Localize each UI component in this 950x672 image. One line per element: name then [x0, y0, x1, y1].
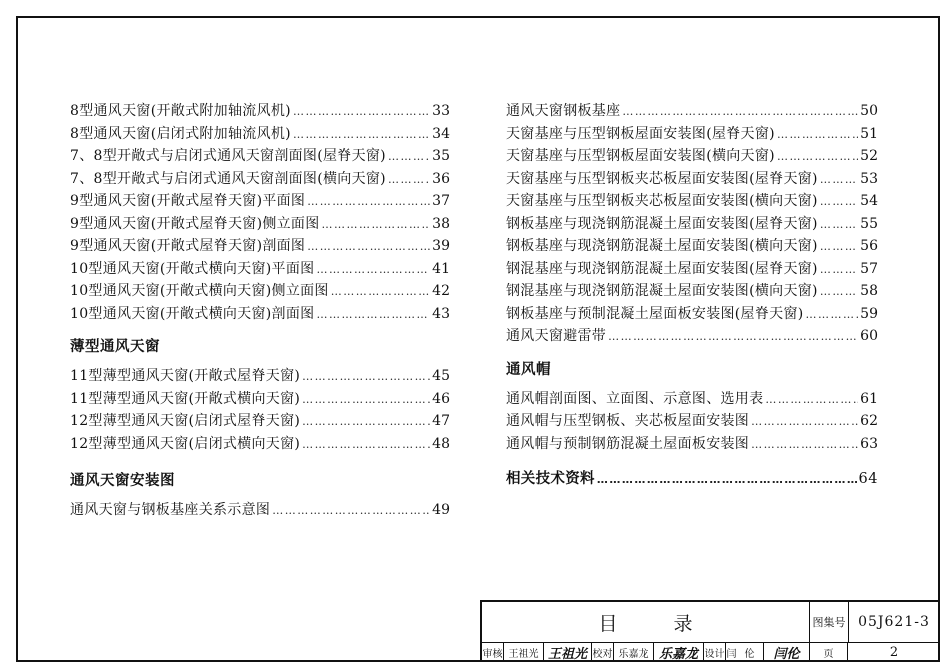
toc-entry-page: 51: [860, 125, 878, 142]
section-heading-vent-cap: 通风帽: [506, 361, 551, 378]
toc-entry-title: 8型通风天窗(启闭式附加轴流风机): [70, 125, 291, 142]
document-title: 目录: [482, 602, 810, 642]
toc-entry[interactable]: [70, 213, 450, 236]
toc-entry-page: 36: [432, 170, 450, 187]
toc-entry-title: 通风帽剖面图、立面图、示意图、选用表: [506, 390, 764, 407]
leader-dots: [302, 366, 430, 389]
page-label: 页: [810, 642, 848, 662]
toc-entry-title: 10型通风天窗(开敞式横向天窗)平面图: [70, 260, 315, 277]
checker-signature: 乐嘉龙: [654, 642, 704, 662]
toc-entry-page: 39: [432, 238, 450, 254]
toc-group-left-b: [70, 365, 450, 455]
toc-entry-page: 50: [860, 103, 878, 119]
leader-dots: [820, 214, 858, 237]
leader-dots: [331, 281, 430, 304]
toc-entry-page: 55: [860, 215, 878, 232]
leader-dots: [316, 304, 430, 327]
toc-entry-page: 35: [432, 148, 450, 164]
toc-entry-page: 42: [432, 283, 450, 299]
toc-entry-title: 钢板基座与现浇钢筋混凝土屋面安装图(屋脊天窗): [506, 215, 818, 232]
atlas-number-label: 图集号: [810, 602, 849, 642]
toc-entry-title: 通风帽与压型钢板、夹芯板屋面安装图: [506, 413, 750, 429]
toc-entry-page: 63: [860, 435, 878, 452]
toc-group-left-a: [70, 100, 450, 325]
toc-entry[interactable]: [506, 190, 878, 213]
toc-entry-title: 10型通风天窗(开敞式横向天窗)剖面图: [70, 305, 315, 322]
toc-entry[interactable]: [506, 123, 878, 146]
toc-entry-page: 48: [432, 435, 450, 452]
toc-entry-page: 49: [432, 502, 450, 518]
toc-entry[interactable]: [506, 303, 878, 326]
toc-entry-title: 钢混基座与现浇钢筋混凝土屋面安装图(屋脊天窗): [506, 260, 818, 277]
checker-name: 乐嘉龙: [614, 642, 654, 662]
toc-entry-title: 9型通风天窗(开敞式屋脊天窗)侧立面图: [70, 215, 320, 232]
toc-entry-title: 7、8型开敞式与启闭式通风天窗剖面图(横向天窗): [70, 170, 386, 187]
toc-entry[interactable]: [70, 258, 450, 281]
leader-dots: [388, 146, 430, 169]
reviewer-signature: 王祖光: [544, 642, 592, 662]
leader-dots: [820, 236, 858, 259]
toc-entry-title: 钢板基座与现浇钢筋混凝土屋面安装图(横向天窗): [506, 238, 818, 254]
toc-entry-page: 54: [860, 193, 878, 209]
toc-entry-title: 天窗基座与压型钢板屋面安装图(横向天窗): [506, 148, 775, 164]
toc-entry-title: 通风天窗与钢板基座关系示意图: [70, 502, 271, 518]
toc-entry-page: 61: [860, 390, 878, 407]
toc-entry-page: 33: [432, 103, 450, 119]
toc-entry[interactable]: [70, 303, 450, 326]
leader-dots: [820, 281, 858, 304]
toc-entry-page: 56: [860, 238, 878, 254]
toc-entry[interactable]: [70, 433, 450, 456]
page-number: 2: [889, 644, 899, 660]
toc-entry[interactable]: [506, 410, 878, 433]
toc-entry[interactable]: [70, 123, 450, 146]
toc-entry-page: 64: [858, 471, 878, 487]
toc-entry-page: 60: [860, 328, 878, 344]
toc-entry-title: 钢混基座与现浇钢筋混凝土屋面安装图(横向天窗): [506, 283, 818, 299]
toc-left-column: [70, 100, 450, 522]
designer-signature: 闫伦: [764, 642, 810, 662]
toc-group-right-a: [506, 100, 878, 348]
section-heading-thin-skylight: 薄型通风天窗: [70, 339, 160, 355]
leader-dots: [765, 389, 858, 412]
reviewer-name: 王祖光: [504, 642, 544, 662]
toc-entry-title: 8型通风天窗(开敞式附加轴流风机): [70, 103, 291, 119]
review-label: 审核: [482, 642, 504, 662]
leader-dots: [622, 101, 858, 124]
leader-dots: [820, 169, 858, 192]
toc-entry-title: 天窗基座与压型钢板夹芯板屋面安装图(屋脊天窗): [506, 170, 818, 187]
toc-entry[interactable]: [70, 100, 450, 123]
title-block-top-row: [482, 602, 940, 643]
toc-entry-page: 46: [432, 390, 450, 407]
toc-entry-title: 11型薄型通风天窗(开敞式横向天窗): [70, 390, 301, 407]
leader-dots: [293, 101, 430, 124]
toc-entry-title: 9型通风天窗(开敞式屋脊天窗)平面图: [70, 193, 306, 209]
toc-group-right-b: [506, 388, 878, 456]
toc-entry[interactable]: [70, 190, 450, 213]
leader-dots: [751, 411, 858, 434]
title-block: [480, 600, 940, 662]
toc-entry-title: 10型通风天窗(开敞式横向天窗)侧立面图: [70, 283, 329, 299]
toc-entry[interactable]: [506, 388, 878, 411]
toc-entry-page: 38: [432, 215, 450, 232]
title-block-sign-row: [482, 642, 940, 662]
toc-entry-title: 天窗基座与压型钢板屋面安装图(屋脊天窗): [506, 125, 775, 142]
toc-entry-title: 12型薄型通风天窗(启闭式屋脊天窗): [70, 413, 301, 429]
toc-entry-title: 7、8型开敞式与启闭式通风天窗剖面图(屋脊天窗): [70, 148, 386, 164]
toc-entry-page: 37: [432, 193, 450, 209]
leader-dots: [388, 169, 430, 192]
toc-entry-title: 9型通风天窗(开敞式屋脊天窗)剖面图: [70, 238, 306, 254]
toc-entry[interactable]: [506, 258, 878, 281]
toc-entry[interactable]: [70, 499, 450, 522]
toc-entry-title: 天窗基座与压型钢板夹芯板屋面安装图(横向天窗): [506, 193, 818, 209]
toc-entry-title: 12型薄型通风天窗(启闭式横向天窗): [70, 435, 301, 452]
leader-dots: [597, 466, 857, 494]
leader-dots: [777, 146, 858, 169]
leader-dots: [293, 124, 430, 147]
toc-entry-page: 52: [860, 148, 878, 164]
toc-entry[interactable]: [506, 168, 878, 191]
toc-entry[interactable]: [70, 168, 450, 191]
toc-entry[interactable]: [70, 388, 450, 411]
toc-entry-page: 62: [860, 413, 878, 429]
toc-entry[interactable]: [70, 365, 450, 388]
atlas-number: 05J621-3: [858, 614, 930, 630]
toc-entry-page: 53: [860, 170, 878, 187]
leader-dots: [806, 304, 859, 327]
toc-entry[interactable]: [506, 235, 878, 258]
toc-entry-title: 通风天窗钢板基座: [506, 103, 621, 119]
toc-entry[interactable]: [70, 145, 450, 168]
leader-dots: [608, 326, 858, 349]
leader-dots: [820, 259, 858, 282]
toc-entry-page: 57: [860, 260, 878, 277]
toc-entry[interactable]: [70, 280, 450, 303]
designer-name: 闫伦: [726, 642, 764, 662]
toc-entry[interactable]: [506, 100, 878, 123]
toc-entry-title: 11型薄型通风天窗(开敞式屋脊天窗): [70, 368, 301, 384]
toc-right-column: [506, 100, 878, 493]
toc-entry-title: 钢板基座与预制混凝土屋面板安装图(屋脊天窗): [506, 305, 804, 322]
leader-dots: [751, 434, 858, 457]
leader-dots: [302, 434, 430, 457]
toc-entry-page: 58: [860, 283, 878, 299]
toc-entry[interactable]: [506, 433, 878, 456]
toc-entry[interactable]: [506, 213, 878, 236]
section-heading-install: 通风天窗安装图: [70, 473, 175, 489]
toc-entry[interactable]: [506, 145, 878, 168]
toc-entry-title: 相关技术资料: [506, 471, 595, 487]
toc-entry-page: 47: [432, 413, 450, 429]
toc-entry-title: 通风帽与预制钢筋混凝土屋面板安装图: [506, 435, 750, 452]
toc-entry[interactable]: [506, 325, 878, 348]
toc-entry[interactable]: [70, 235, 450, 258]
toc-entry[interactable]: [70, 410, 450, 433]
leader-dots: [307, 191, 430, 214]
check-label: 校对: [592, 642, 614, 662]
leader-dots: [820, 191, 858, 214]
leader-dots: [302, 411, 430, 434]
toc-group-left-c: [70, 499, 450, 522]
toc-entry-page: 45: [432, 368, 450, 384]
toc-entry-page: 43: [432, 305, 450, 322]
leader-dots: [322, 214, 431, 237]
toc-entry-title: 通风天窗避雷带: [506, 328, 607, 344]
toc-entry-page: 41: [432, 260, 450, 277]
design-label: 设计: [704, 642, 726, 662]
leader-dots: [302, 389, 430, 412]
toc-entry[interactable]: [506, 280, 878, 303]
leader-dots: [272, 500, 430, 523]
leader-dots: [316, 259, 430, 282]
toc-entry-related[interactable]: [506, 465, 878, 493]
toc-entry-page: 34: [432, 125, 450, 142]
toc-entry-page: 59: [860, 305, 878, 322]
leader-dots: [777, 124, 858, 147]
leader-dots: [307, 236, 430, 259]
